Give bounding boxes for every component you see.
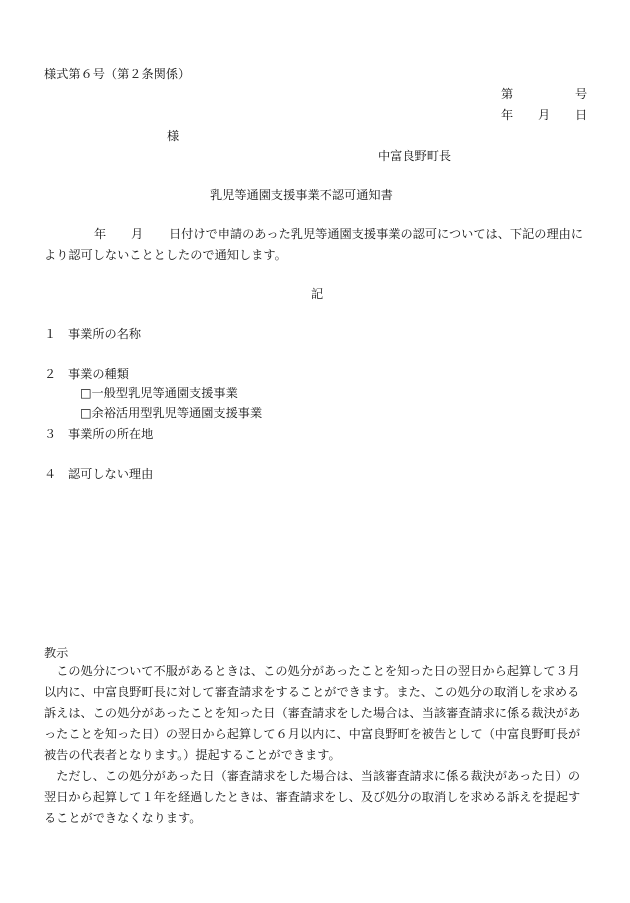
notice-p1-line: 訴えは、この処分があったことを知った日（審査請求をした場合は、当該審査請求に係る裁決があ xyxy=(44,706,581,720)
item3-number: ３ xyxy=(44,427,57,441)
notice-p1-line: 被告の代表者となります。）提起することができます。 xyxy=(44,748,341,762)
item1-label: 事業所の名称 xyxy=(68,327,142,341)
document-title: 乳児等通園支援事業不認可通知書 xyxy=(210,188,393,202)
document-number-go: 号 xyxy=(575,87,588,101)
item2-option-surplus: □余裕活用型乳児等通園支援事業 xyxy=(80,406,263,420)
notice-paragraph-2 xyxy=(44,766,586,829)
issuer-name: 中富良野町長 xyxy=(378,149,452,163)
notice-p1-line: 以内に、中富良野町長に対して審査請求をすることができます。また、この処分の取消しを求める xyxy=(44,685,580,699)
item2-number: ２ xyxy=(44,367,57,381)
body-month: 月 xyxy=(131,227,144,241)
date-day: 日 xyxy=(575,108,588,122)
notice-p2-line: ただし、この処分があった日（審査請求をした場合は、当該審査請求に係る裁決があった日）の xyxy=(56,769,581,783)
notice-p1-line: ったことを知った日）の翌日から起算して６月以内に、中富良野町を被告として（中富良野町長が xyxy=(44,727,581,741)
notice-heading: 教示 xyxy=(44,646,69,660)
notice-p2-line: 翌日から起算して１年を経過したときは、審査請求をし、及び処分の取消しを求める訴えを提起す xyxy=(44,790,581,804)
date-year: 年 xyxy=(501,108,514,122)
body-line2: より認可しないこととしたので通知します。 xyxy=(44,248,287,262)
item2-option-general: □一般型乳児等通園支援事業 xyxy=(80,386,238,400)
item1-number: １ xyxy=(44,327,57,341)
item4-number: ４ xyxy=(44,467,57,481)
body-year: 年 xyxy=(94,227,107,241)
addressee-suffix: 様 xyxy=(167,129,180,143)
item2-label: 事業の種類 xyxy=(68,367,129,381)
date-month: 月 xyxy=(538,108,551,122)
form-number: 様式第６号（第２条関係） xyxy=(44,67,191,81)
document-number-dai: 第 xyxy=(501,87,514,101)
body-line1: 日付けで申請のあった乳児等通園支援事業の認可については、下記の理由に xyxy=(169,227,584,241)
item4-label: 認可しない理由 xyxy=(68,467,154,481)
notice-paragraph-1 xyxy=(44,661,586,766)
item3-label: 事業所の所在地 xyxy=(68,427,154,441)
notice-p2-line: ることができなくなります。 xyxy=(44,811,202,825)
ki-heading: 記 xyxy=(311,287,324,301)
notice-p1-line: この処分について不服があるときは、この処分があったことを知った日の翌日から起算して３月 xyxy=(56,664,580,678)
